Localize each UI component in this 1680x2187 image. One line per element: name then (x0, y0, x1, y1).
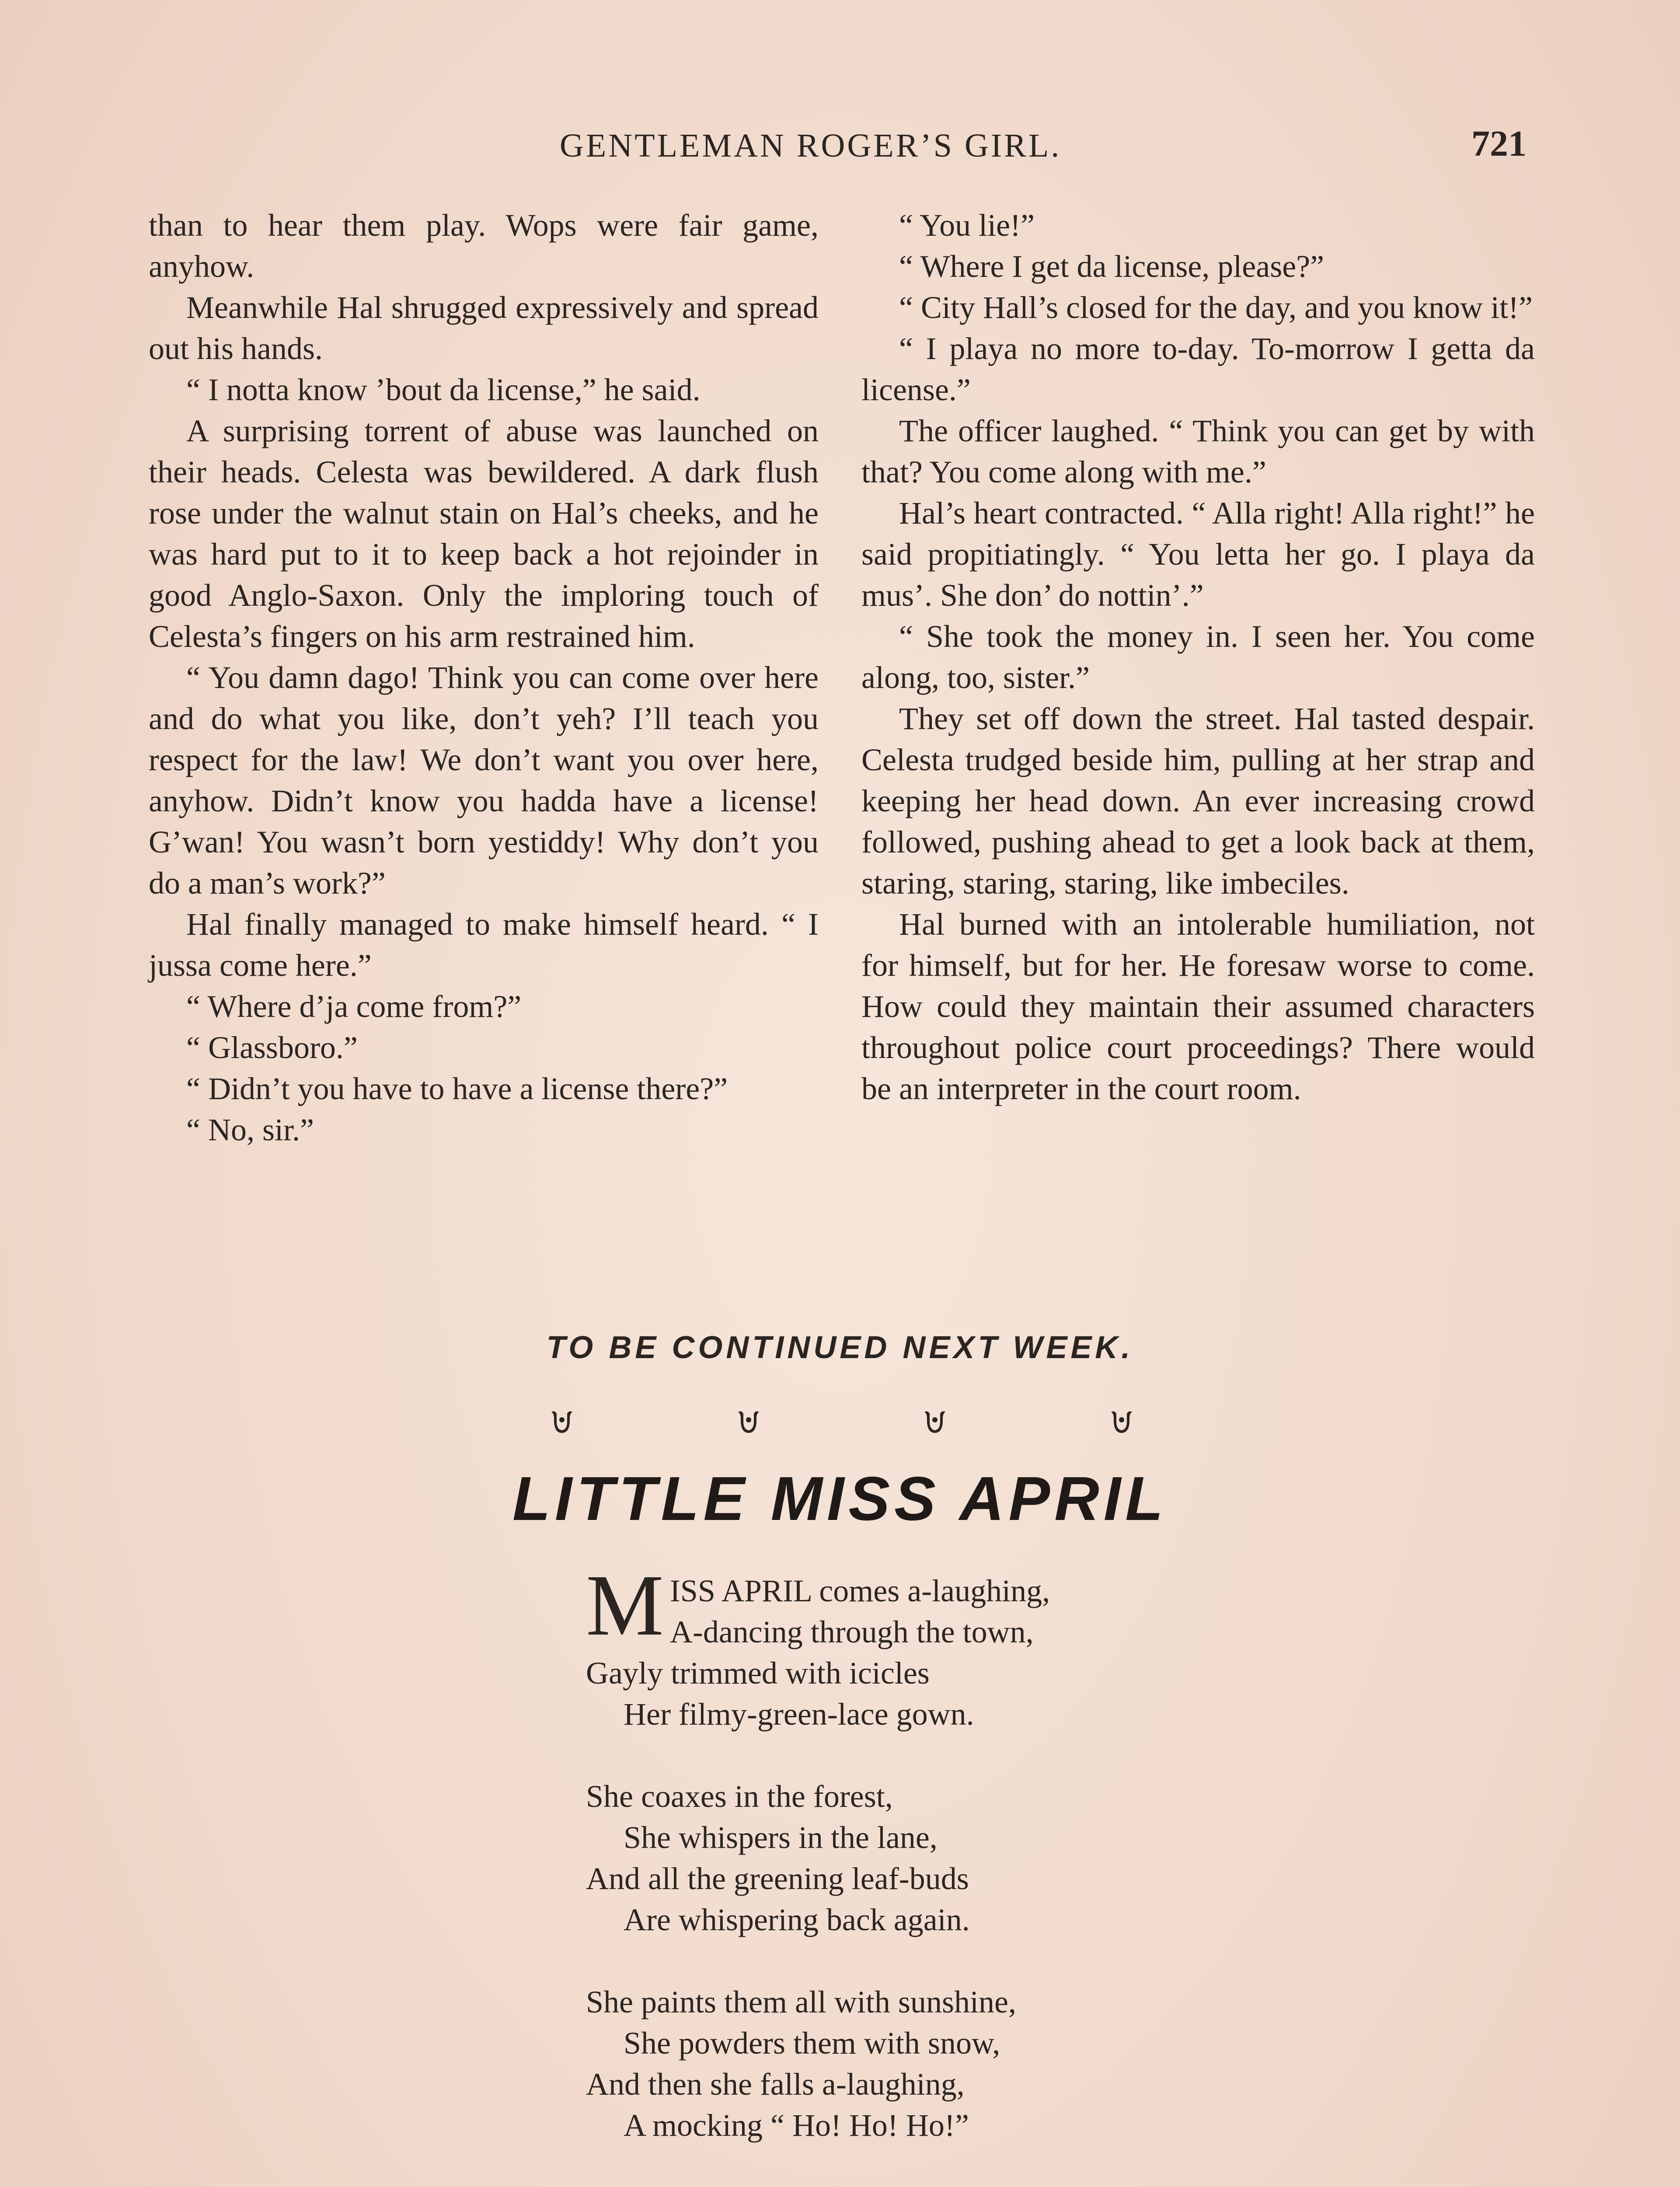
paragraph: “ I notta know ’bout da license,” he said. (186, 372, 701, 407)
poem-title: LITTLE MISS APRIL (512, 1464, 1168, 1534)
paragraph: A surprising torrent of abuse was launched on their heads. Celesta was bewildered. A dark flush rose under the walnut stain on Hal’s cheeks, and he was hard put to it to keep back a hot rejoinder in good Anglo-Saxon. Only the imploring touch of Celesta’s fingers on his arm restrained him. (149, 413, 819, 654)
poem-line: She powders them with snow, (624, 2026, 1000, 2061)
running-title: GENTLEMAN ROGER’S GIRL. (560, 127, 1062, 164)
poem-line: Her filmy-green-lace gown. (624, 1697, 974, 1732)
poem-line: She paints them all with sunshine, (586, 1984, 1016, 2019)
paragraph: “ You lie!” (899, 208, 1035, 243)
fleuron-icon (922, 1408, 948, 1435)
poem-line: And all the greening leaf-buds (586, 1861, 969, 1896)
paragraph: “ She took the money in. I seen her. You come along, too, sister.” (861, 619, 1535, 695)
fleuron-icon (1108, 1408, 1135, 1435)
paragraph: “ Glassboro.” (186, 1030, 358, 1065)
poem-line: Gayly trimmed with icicles (586, 1656, 930, 1691)
poem-line: A mocking “ Ho! Ho! Ho!” (624, 2108, 969, 2143)
paragraph: than to hear them play. Wops were fair game, anyhow. (149, 208, 819, 284)
poem-line: Are whispering back again. (624, 1902, 970, 1937)
poem-stanza (586, 1981, 1242, 2146)
page-number: 721 (1471, 123, 1527, 164)
ornament-row (549, 1408, 1135, 1435)
paragraph: Hal finally managed to make himself heard. “ I jussa come here.” (149, 907, 819, 983)
paragraph: Hal burned with an intolerable humiliation, not for himself, but for her. He foresaw worse to come. How could they maintain their assumed characters throughout police court proceedings? There would be an interpreter in the court room. (861, 907, 1535, 1106)
fleuron-icon (735, 1408, 762, 1435)
paragraph: “ Didn’t you have to have a license there?” (186, 1071, 728, 1106)
poem-line: A-dancing through the town, (669, 1614, 1034, 1649)
paragraph: “ Where I get da license, please?” (899, 249, 1324, 284)
paragraph: “ Where d’ja come from?” (186, 989, 522, 1024)
paragraph: “ You damn dago! Think you can come over here and do what you like, don’t yeh? I’ll teach you respect for the law! We don’t want you over here, anyhow. Didn’t know you hadda have a license! G’wan! You wasn’t born yestiddy! Why don’t you do a man’s work?” (149, 660, 819, 901)
poem-body (586, 1557, 1242, 2187)
poem-stanza (586, 1557, 1242, 1735)
paragraph: Hal’s heart contracted. “ Alla right! Alla right!” he said propitiatingly. “ You letta her go. I playa da mus’. She don’ do nottin’.” (861, 496, 1535, 613)
paragraph: “ I playa no more to-day. To-morrow I getta da license.” (861, 331, 1535, 407)
story-column-left (149, 205, 819, 1150)
poem-line: ISS APRIL comes a-laughing, (669, 1573, 1050, 1608)
paragraph: “ City Hall’s closed for the day, and you know it!” (899, 290, 1533, 325)
drop-cap: M (586, 1557, 664, 1654)
fleuron-icon (549, 1408, 575, 1435)
paragraph: “ No, sir.” (186, 1112, 314, 1147)
continuation-note: TO BE CONTINUED NEXT WEEK. (546, 1330, 1134, 1365)
paragraph: They set off down the street. Hal tasted despair. Celesta trudged beside him, pulling at her strap and keeping her head down. An ever increasing crowd followed, pushing ahead to get a look back at them, staring, staring, staring, like imbeciles. (861, 701, 1535, 901)
poem-line: And then she falls a-laughing, (586, 2067, 965, 2102)
poem-line: She coaxes in the forest, (586, 1779, 893, 1814)
poem-line: She whispers in the lane, (624, 1820, 938, 1855)
story-column-right (861, 205, 1535, 1109)
paragraph: Meanwhile Hal shrugged expressively and spread out his hands. (149, 290, 819, 366)
poem-stanza (586, 1776, 1242, 1940)
paragraph: The officer laughed. “ Think you can get by with that? You come along with me.” (861, 413, 1535, 489)
